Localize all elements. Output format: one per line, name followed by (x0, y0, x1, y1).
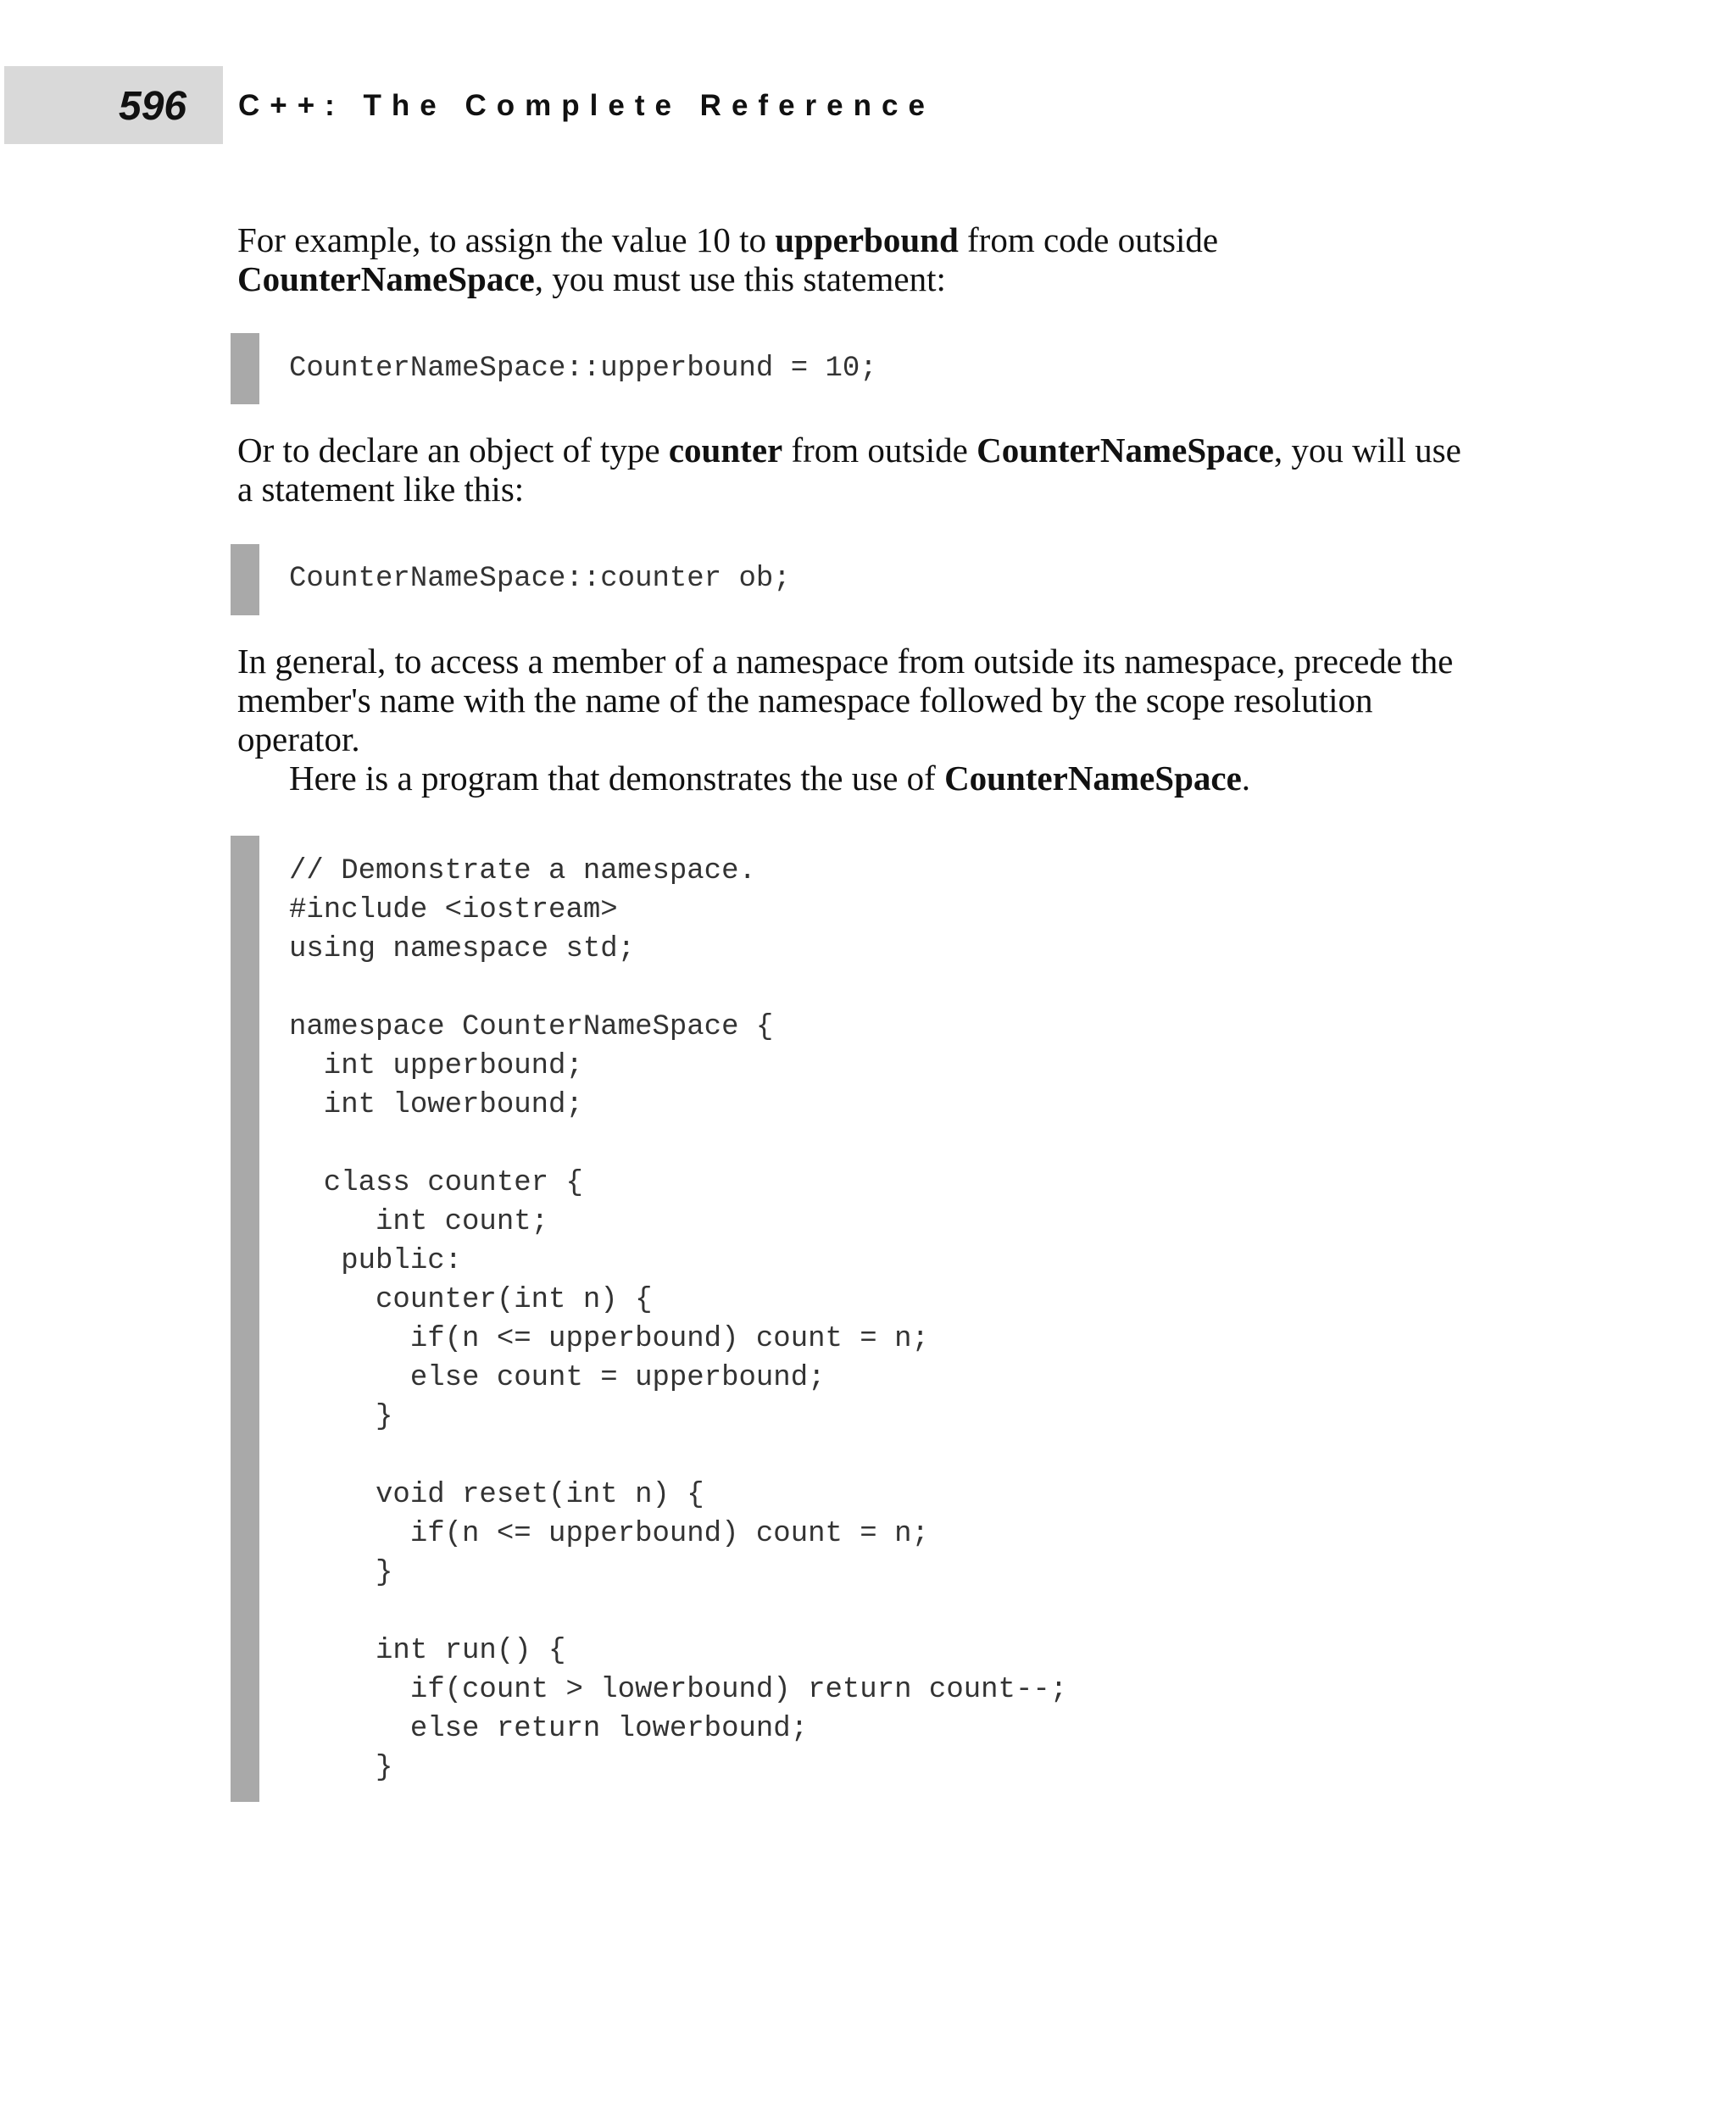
code-block-1 (289, 349, 877, 388)
code-block-2 (289, 559, 791, 598)
code-line: } (289, 1557, 393, 1589)
code-line: #include <iostream> (289, 894, 618, 926)
paragraph-3-line-2: member's name with the name of the namespace followed by the scope resolution (237, 681, 1373, 720)
paragraph-1-line-1: For example, to assign the value 10 to upperbound from code outside (237, 220, 1219, 259)
paragraph-3-line-3: operator. (237, 720, 360, 759)
code-block-2-bar (231, 544, 259, 615)
code-line: if(n <= upperbound) count = n; (289, 1323, 929, 1355)
code-line: CounterNameSpace::counter ob; (289, 563, 791, 595)
code-line: counter(int n) { (289, 1284, 653, 1316)
code-line: public: (289, 1245, 463, 1277)
paragraph-4: Here is a program that demonstrates the use of CounterNameSpace. (289, 759, 1251, 798)
paragraph-1 (237, 220, 1509, 298)
term-counternamespace: CounterNameSpace (944, 759, 1242, 798)
paragraph-1-line-2: CounterNameSpace, you must use this statement: (237, 259, 946, 298)
paragraph-2-line-1: Or to declare an object of type counter from outside CounterNameSpace, you will use (237, 431, 1461, 470)
code-line (289, 969, 1067, 1008)
code-line: // Demonstrate a namespace. (289, 855, 756, 887)
code-line: } (289, 1401, 393, 1433)
code-line: namespace CounterNameSpace { (289, 1011, 774, 1043)
code-line: else count = upperbound; (289, 1362, 826, 1394)
code-block-1-bar (231, 333, 259, 404)
term-counter: counter (668, 431, 783, 470)
code-line (289, 1437, 1067, 1476)
code-block-3 (289, 852, 1067, 1787)
term-counternamespace: CounterNameSpace (237, 259, 535, 298)
code-line: CounterNameSpace::upperbound = 10; (289, 353, 877, 385)
code-line: else return lowerbound; (289, 1713, 809, 1745)
paragraph-3 (237, 642, 1509, 798)
paragraph-3-line-1: In general, to access a member of a namespace from outside its namespace, precede the (237, 642, 1454, 681)
code-line: if(n <= upperbound) count = n; (289, 1518, 929, 1550)
page-number: 596 (119, 84, 187, 129)
code-line: using namespace std; (289, 933, 636, 965)
code-block-3-bar (231, 836, 259, 1802)
code-line: void reset(int n) { (289, 1479, 704, 1511)
code-line: } (289, 1752, 393, 1784)
running-head: C++: The Complete Reference (238, 89, 935, 122)
code-line: int run() { (289, 1635, 566, 1667)
paragraph-2 (237, 431, 1509, 509)
code-line (289, 1125, 1067, 1164)
code-line: class counter { (289, 1167, 583, 1199)
code-line (289, 1593, 1067, 1632)
code-line: int count; (289, 1206, 549, 1238)
code-line: if(count > lowerbound) return count--; (289, 1674, 1068, 1706)
paragraph-2-line-2: a statement like this: (237, 470, 525, 509)
page-number-tab (4, 66, 223, 144)
code-line: int upperbound; (289, 1050, 583, 1082)
term-counternamespace: CounterNameSpace (976, 431, 1274, 470)
code-line: int lowerbound; (289, 1089, 583, 1121)
term-upperbound: upperbound (775, 220, 959, 259)
